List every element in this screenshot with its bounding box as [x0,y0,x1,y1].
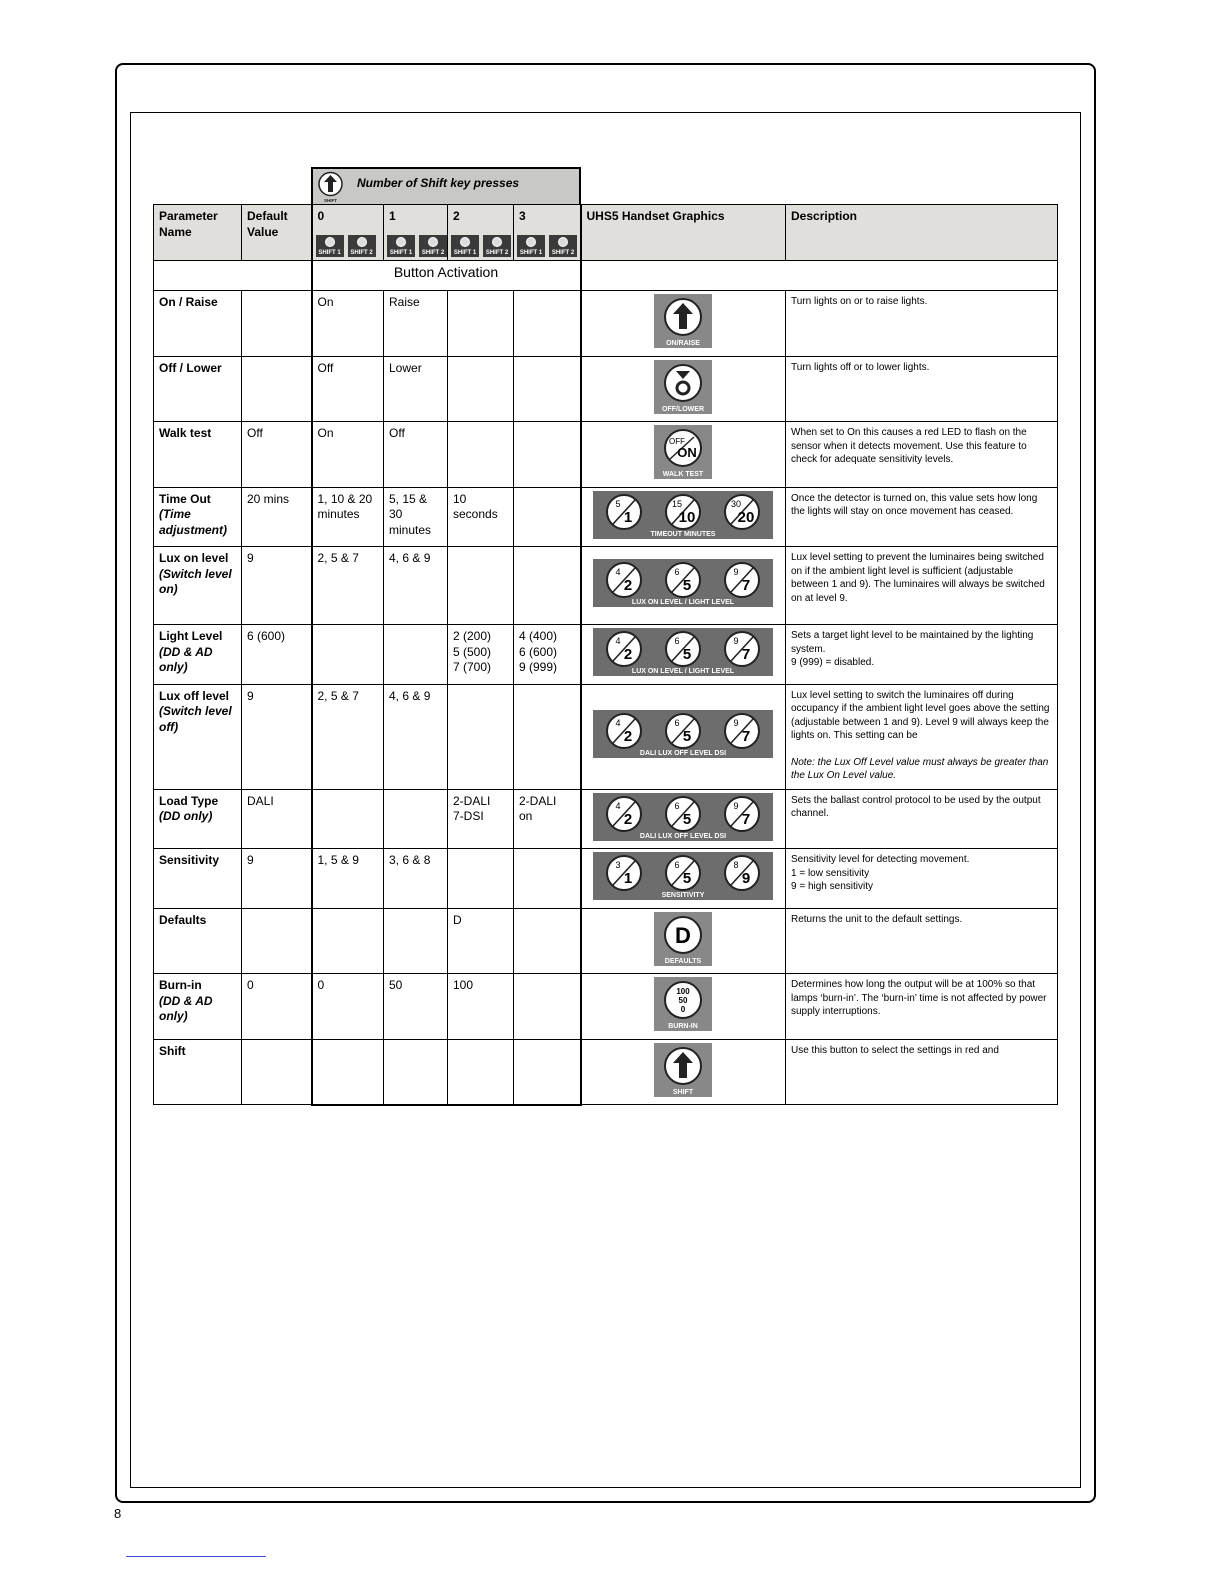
presses-0-cell: 1, 10 & 20 minutes [312,487,384,547]
presses-1-cell [384,789,448,849]
presses-1-cell: 50 [384,974,448,1040]
svg-text:15: 15 [672,498,683,509]
led-indicator [348,235,376,257]
presses-1-cell: 4, 6 & 9 [384,684,448,789]
up-arrow-icon [654,294,712,348]
svg-text:ON: ON [677,445,697,460]
led-label: SHIFT 1 [318,250,341,256]
parameter-name: Load Type [159,793,219,808]
led-dot-icon [325,237,335,247]
handset-key-icon [725,856,759,890]
table-row [154,684,1058,789]
svg-text:6: 6 [674,636,680,646]
table-row [154,908,1058,974]
svg-text:9: 9 [742,870,751,887]
button-activation-label: Button Activation [312,261,581,291]
handset-key-icon [666,797,700,831]
default-value-cell: 6 (600) [242,625,312,685]
presses-3-cell [514,1039,581,1105]
default-value-cell: 20 mins [242,487,312,547]
presses-1-cell: 5, 15 & 30 minutes [384,487,448,547]
presses-0-cell: 0 [312,974,384,1040]
svg-text:50: 50 [678,996,688,1005]
led-label: SHIFT 1 [453,250,477,256]
svg-text:20: 20 [737,508,755,526]
down-arrow-icon [654,360,712,414]
parameter-name: Sensitivity [159,853,220,867]
parameter-name-cell [154,625,242,685]
handset-graphic-label: TIMEOUT MINUTES [650,530,716,538]
description-text: Sets the ballast control protocol to be used by the output channel. [791,794,1041,819]
presses-1-cell: 3, 6 & 8 [384,849,448,909]
presses-2-cell [448,291,514,357]
svg-text:7: 7 [742,728,751,746]
default-value-cell [242,356,312,422]
presses-count: 2 [453,209,460,223]
handset-graphic-cell [581,789,786,849]
presses-2-cell: 100 [448,974,514,1040]
led-dot-icon [396,237,406,247]
presses-0-cell [312,625,384,685]
description-cell [786,908,1058,974]
handset-key-strip-icon [593,559,773,607]
parameter-name: On / Raise [159,295,218,309]
description-text: Turn lights off or to lower lights. [791,361,930,373]
parameter-qualifier: (Time adjustment) [159,507,228,537]
presses-2-cell [448,684,514,789]
led-label: SHIFT 2 [421,250,445,256]
svg-text:2: 2 [624,728,633,746]
led-indicator [316,235,344,257]
parameter-name-cell [154,789,242,849]
handset-graphic-cell [581,487,786,547]
description-cell [786,974,1058,1040]
parameter-name: Lux on level [159,551,229,565]
parameter-name-cell [154,547,242,625]
presses-2-cell [448,849,514,909]
presses-count: 1 [389,209,396,223]
description-cell [786,789,1058,849]
parameter-name-cell [154,849,242,909]
presses-0-cell [312,1039,384,1105]
parameter-name: Shift [159,1043,186,1058]
default-value-cell: 0 [242,974,312,1040]
column-header-presses-3 [514,205,581,261]
presses-2-cell: 2-DALI 7-DSI [448,789,514,849]
handset-key-icon [666,714,700,748]
description-text: Sets a target light level to be maintained by the lighting system. 9 (999) = disabled. [791,630,1034,668]
table-row [154,1039,1058,1105]
handset-graphic-label: WALK TEST [663,471,704,478]
presses-1-cell [384,1039,448,1105]
table-row [154,291,1058,357]
description-text: Lux level setting to prevent the luminaires being switched on if the ambient light level is sufficient (adjustable between 1 and 9). The luminaires will always be switched on at level 9. [791,552,1045,604]
led-indicator [419,235,447,257]
presses-count: 3 [519,209,526,223]
presses-2-cell [448,1039,514,1105]
description-note: Note: the Lux Off Level value must always be greater than the Lux On Level value. [791,756,1049,781]
svg-text:7: 7 [742,810,751,828]
handset-graphic-label: BURN-IN [668,1023,699,1030]
led-indicator-pair [451,235,511,257]
handset-key-icon [725,714,759,748]
handset-key-icon [607,714,641,748]
svg-text:5: 5 [683,728,692,746]
led-dot-icon [357,237,367,247]
presses-0-cell: 1, 5 & 9 [312,849,384,909]
led-label: SHIFT 2 [485,250,509,256]
parameter-name: Defaults [159,912,207,927]
parameter-name-cell [154,974,242,1040]
table-row [154,422,1058,488]
handset-key-icon [666,495,700,529]
table-row [154,487,1058,547]
led-indicator-pair [517,235,577,257]
handset-graphic-cell [581,849,786,909]
description-text: When set to On this causes a red LED to flash on the sensor when it detects movement. Use this feature to check for adequate sensitivity levels. [791,427,1027,465]
d-letter-icon [654,912,712,966]
svg-text:7: 7 [742,646,751,663]
led-dot-icon [460,237,470,247]
table-body [154,291,1058,1105]
default-value-cell: 9 [242,684,312,789]
handset-graphic-cell [581,291,786,357]
presses-3-cell [514,547,581,625]
table-row [154,849,1058,909]
presses-3-cell [514,487,581,547]
svg-text:2: 2 [624,646,633,663]
handset-graphic-cell [581,1039,786,1105]
led-dot-icon [492,237,502,247]
led-label: SHIFT 1 [389,250,413,256]
handset-key-icon [607,856,641,890]
led-label: SHIFT 2 [551,250,575,256]
handset-key-icon [607,495,641,529]
led-dot-icon [526,237,536,247]
led-indicator-pair [387,235,447,257]
handset-graphic-cell [581,422,786,488]
led-indicator [517,235,545,257]
description-text: Determines how long the output will be at 100% so that lamps ‘burn-in’. The ‘burn-in’ time is not affected by power supply interruptions. [791,979,1047,1017]
presses-2-cell: D [448,908,514,974]
svg-text:2: 2 [624,810,633,828]
parameter-name-cell [154,422,242,488]
presses-1-cell [384,908,448,974]
svg-text:8: 8 [733,860,739,870]
parameter-qualifier: (DD & AD only) [159,993,213,1023]
handset-key-icon [666,563,700,597]
presses-3-cell [514,849,581,909]
table-row [154,789,1058,849]
svg-text:0: 0 [681,1005,686,1014]
presses-1-cell: Off [384,422,448,488]
parameter-name-cell [154,908,242,974]
presses-3-cell [514,908,581,974]
parameter-name: Burn-in [159,978,202,992]
description-text: Use this button to select the settings in red and [791,1044,999,1056]
svg-text:100: 100 [676,987,690,996]
presses-3-cell: 2-DALI on [514,789,581,849]
led-dot-icon [428,237,438,247]
svg-text:4: 4 [615,800,621,811]
description-text: Returns the unit to the default settings. [791,913,963,925]
handset-key-icon [725,563,759,597]
svg-text:4: 4 [615,718,621,729]
column-header-handset-graphics: UHS5 Handset Graphics [581,205,786,261]
svg-text:3: 3 [615,860,621,870]
svg-text:5: 5 [683,870,692,887]
svg-text:1: 1 [624,870,633,887]
presses-1-cell: 4, 6 & 9 [384,547,448,625]
presses-1-cell: Raise [384,291,448,357]
presses-2-cell [448,356,514,422]
presses-3-cell [514,422,581,488]
parameter-name: Off / Lower [159,360,222,375]
handset-graphic-label: LUX ON LEVEL / LIGHT LEVEL [632,599,735,607]
svg-text:6: 6 [674,800,680,811]
handset-key-strip-icon [593,852,773,900]
handset-graphic-label: SHIFT [673,1088,694,1096]
default-value-cell: Off [242,422,312,488]
handset-key-strip-icon [593,710,773,758]
column-header-parameter-name: Parameter Name [154,205,242,261]
table-row [154,547,1058,625]
svg-text:5: 5 [683,646,692,663]
svg-text:4: 4 [615,636,621,646]
led-indicator [451,235,479,257]
led-indicator [549,235,577,257]
presses-1-cell [384,625,448,685]
presses-3-cell [514,684,581,789]
handset-graphic-label: DALI LUX OFF LEVEL DSI [640,750,727,758]
parameter-table [153,204,1058,1106]
off-on-icon [654,425,712,479]
handset-graphic-cell [581,908,786,974]
description-text: Lux level setting to switch the luminaires off during occupancy if the ambient light level goes above the setting (adjustable between 1 and 9). Level 9 will always keep the lights on. This setting can be [791,689,1050,741]
description-cell [786,849,1058,909]
handset-graphic-label: OFF/LOWER [662,405,705,413]
presses-0-cell: On [312,422,384,488]
handset-graphic-cell [581,547,786,625]
presses-3-cell [514,356,581,422]
handset-key-icon [666,632,700,666]
presses-0-cell: On [312,291,384,357]
shift-presses-header [311,167,581,204]
presses-0-cell: Off [312,356,384,422]
svg-text:9: 9 [733,567,739,578]
shift-key-icon-label: SHIFT [324,198,337,203]
handset-graphic-label: DEFAULTS [665,957,702,965]
parameter-qualifier: (Switch level on) [159,566,232,596]
parameter-name-cell [154,356,242,422]
description-cell [786,684,1058,789]
description-cell [786,547,1058,625]
presses-2-cell [448,547,514,625]
presses-2-cell: 2 (200) 5 (500) 7 (700) [448,625,514,685]
table-row [154,974,1058,1040]
parameter-name: Lux off level [159,688,230,703]
default-value-cell [242,1039,312,1105]
shift-key-icon [317,171,344,203]
parameter-name-cell [154,291,242,357]
parameter-name-cell [154,487,242,547]
handset-graphic-cell [581,356,786,422]
handset-key-strip-icon [593,628,773,676]
svg-text:OFF: OFF [669,437,686,446]
description-cell [786,1039,1058,1105]
svg-text:2: 2 [624,577,633,595]
presses-1-cell: Lower [384,356,448,422]
description-text: Sensitivity level for detecting movement. 1 = low sensitivity 9 = high sensitivity [791,854,970,892]
led-label: SHIFT 1 [519,250,543,256]
footer-link-underline [126,1556,266,1557]
button-activation-spacer-right [581,261,1058,291]
svg-text:30: 30 [731,498,742,509]
handset-key-strip-icon [593,793,773,841]
table-row [154,356,1058,422]
presses-3-cell [514,974,581,1040]
handset-graphic-label: ON/RAISE [666,340,701,347]
led-label: SHIFT 2 [350,250,373,256]
default-value-cell: 9 [242,849,312,909]
presses-2-cell [448,422,514,488]
parameter-qualifier: (DD only) [159,809,213,823]
column-header-presses-2 [448,205,514,261]
handset-key-icon [607,632,641,666]
handset-key-icon [725,495,759,529]
handset-graphic-label: SENSITIVITY [661,892,705,899]
presses-0-cell [312,789,384,849]
handset-graphic-label: DALI LUX OFF LEVEL DSI [640,832,727,840]
column-header-presses-0 [312,205,384,261]
svg-text:9: 9 [733,718,739,729]
svg-text:5: 5 [683,577,692,595]
presses-count: 0 [317,209,325,223]
default-value-cell [242,908,312,974]
handset-graphic-cell [581,684,786,789]
handset-key-icon [725,797,759,831]
presses-0-cell: 2, 5 & 7 [312,684,384,789]
parameter-name-cell [154,684,242,789]
parameter-qualifier: (Switch level off) [159,704,232,734]
svg-text:6: 6 [674,567,680,578]
table-row [154,625,1058,685]
description-cell [786,356,1058,422]
svg-text:7: 7 [742,577,751,595]
handset-key-icon [607,563,641,597]
svg-text:9: 9 [733,636,739,646]
parameter-name: Light Level [159,629,223,643]
handset-graphic-cell [581,974,786,1040]
svg-text:D: D [675,922,692,948]
column-header-default-value: Default Value [242,205,312,261]
description-cell [786,422,1058,488]
led-indicator [387,235,415,257]
svg-text:5: 5 [683,810,692,828]
handset-key-strip-icon [593,491,773,539]
up-arrow-icon [654,1043,712,1097]
default-value-cell: DALI [242,789,312,849]
handset-key-icon [666,856,700,890]
default-value-cell: 9 [242,547,312,625]
description-cell [786,487,1058,547]
default-value-cell [242,291,312,357]
presses-0-cell [312,908,384,974]
presses-0-cell: 2, 5 & 7 [312,547,384,625]
svg-text:10: 10 [678,508,696,526]
description-text: Once the detector is turned on, this value sets how long the lights will stay on once movement has ceased. [791,492,1038,517]
handset-graphic-label: LUX ON LEVEL / LIGHT LEVEL [632,668,735,675]
svg-text:5: 5 [615,498,621,509]
parameter-name: Time Out [159,491,211,506]
page-number: 8 [114,1506,122,1521]
handset-graphic-cell [581,625,786,685]
column-header-presses-1 [384,205,448,261]
parameter-qualifier: (DD & AD only) [159,644,213,674]
led-dot-icon [558,237,568,247]
svg-text:6: 6 [674,860,680,870]
shift-presses-title: Number of Shift key presses [357,176,520,190]
parameter-name: Walk test [159,426,212,440]
description-cell [786,625,1058,685]
presses-2-cell: 10 seconds [448,487,514,547]
svg-text:9: 9 [733,800,739,811]
description-text: Turn lights on or to raise lights. [791,296,928,307]
button-activation-spacer [154,261,312,291]
handset-key-icon [725,632,759,666]
led-indicator [483,235,511,257]
presses-3-cell [514,291,581,357]
svg-text:1: 1 [624,508,633,526]
column-header-description: Description [786,205,1058,261]
handset-key-icon [607,797,641,831]
presses-3-cell: 4 (400) 6 (600) 9 (999) [514,625,581,685]
parameter-name-cell [154,1039,242,1105]
svg-text:6: 6 [674,718,680,729]
description-cell [786,291,1058,357]
burn-in-icon [654,977,712,1031]
led-indicator-pair [316,235,376,257]
svg-text:4: 4 [615,567,621,578]
